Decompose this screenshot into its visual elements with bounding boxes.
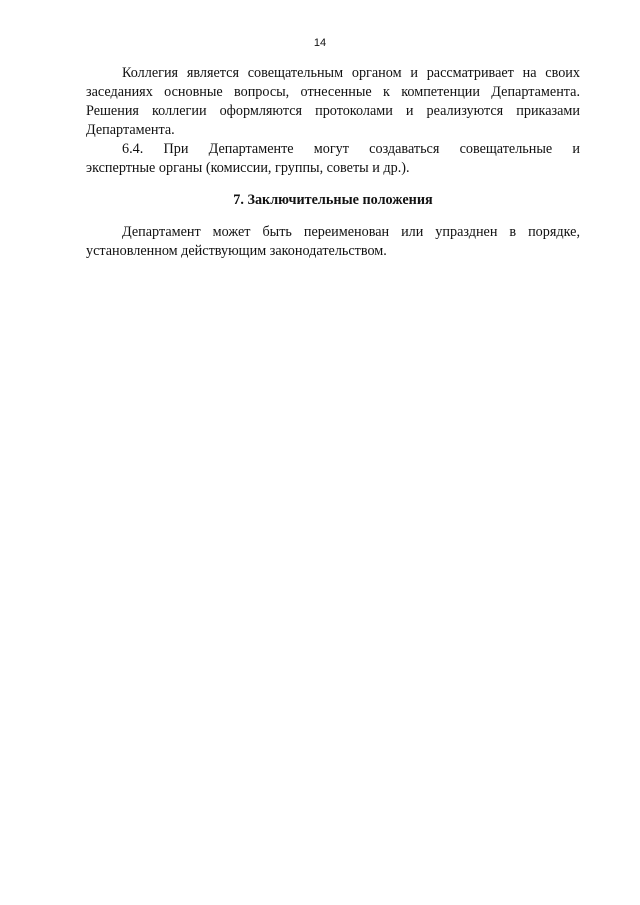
paragraph-final-provisions (86, 223, 580, 261)
paragraph-line: Департамент может быть переименован или упразднен в порядке, (122, 224, 580, 240)
paragraph-collegium (86, 64, 580, 140)
section-heading: 7. Заключительные положения (233, 192, 433, 208)
paragraph-line: Решения коллегии оформляются протоколами и реализуются приказами (86, 103, 580, 119)
paragraph-line: 6.4. При Департаменте могут создаваться совещательные и (122, 141, 580, 157)
paragraph-6-4 (86, 140, 580, 178)
paragraph-line: заседаниях основные вопросы, отнесенные к компетенции Департамента. (86, 84, 580, 100)
paragraph-line: экспертные органы (комиссии, группы, советы и др.). (86, 160, 410, 176)
paragraph-line: установленном действующим законодательством. (86, 243, 387, 259)
document-body (86, 64, 580, 261)
paragraph-line: Департамента. (86, 122, 175, 138)
page-number: 14 (313, 37, 327, 49)
paragraph-line: Коллегия является совещательным органом и рассматривает на своих (122, 65, 580, 81)
